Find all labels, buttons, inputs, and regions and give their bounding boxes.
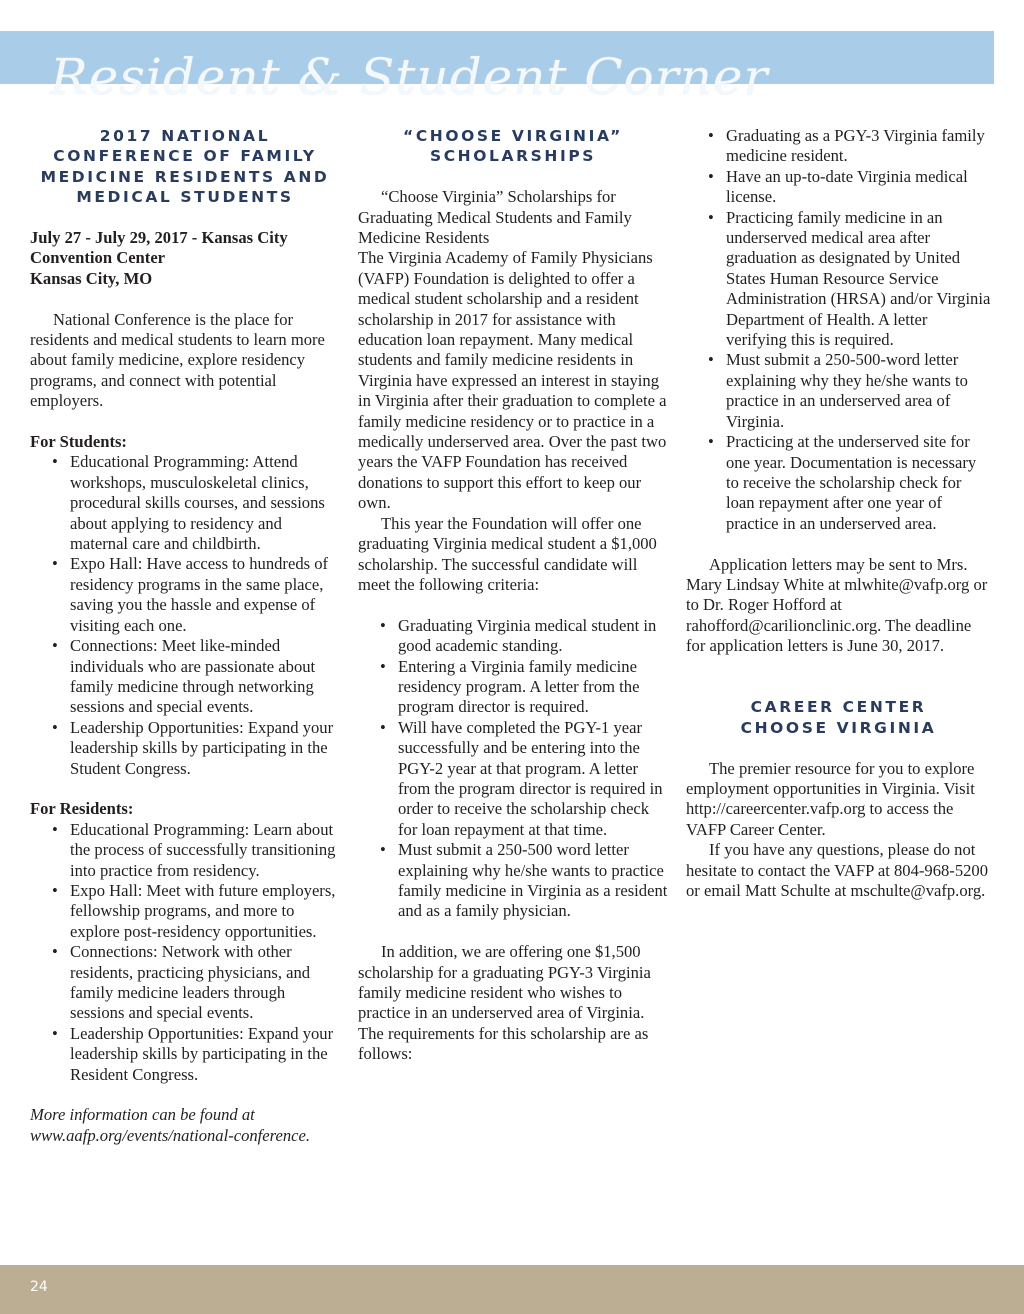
section-banner (0, 31, 994, 106)
bullet-icon: • (52, 554, 58, 574)
career-center-heading (686, 697, 991, 738)
list-item: • Graduating as a PGY-3 Virginia family medicine resident. (708, 126, 985, 166)
student-scholarship-intro: This year the Foundation will offer one graduating Virginia medical student a $1,000 scholarship. The successful candidate will meet the following criteria: (358, 513, 657, 594)
residents-label: For Residents: (30, 799, 134, 819)
more-info-link-text: More information can be found at www.aafp.org/events/national-conference. (30, 1105, 311, 1145)
choose-virginia-heading-line1: “CHOOSE VIRGINIA” (403, 127, 623, 145)
list-item: • Entering a Virginia family medicine residency program. A letter from the program director is required. (380, 656, 640, 717)
career-center-heading-line2: CHOOSE VIRGINIA (740, 718, 937, 737)
list-item: • Must submit a 250-500 word letter explaining why he/she wants to practice family medicine in Virginia as a resident and as a family physician. (380, 840, 668, 921)
application-instructions: Application letters may be sent to Mrs. Mary Lindsay White at mlwhite@vafp.org or to Dr. Roger Hofford at rahofford@carilionclinic.org. The deadline for application letters is June 30, 2017. (686, 554, 988, 656)
bullet-icon: • (52, 717, 58, 737)
bullet-icon: • (52, 819, 58, 839)
bullet-icon: • (52, 636, 58, 656)
list-item: • Educational Programming: Attend workshops, musculoskeletal clinics, procedural skills courses, and sessions about applying to residency and maternal care and childbirth. (52, 452, 325, 554)
event-date-line: July 27 - July 29, 2017 - Kansas City (30, 228, 288, 248)
resident-scholarship-intro: In addition, we are offering one $1,500 scholarship for a graduating PGY-3 Virginia family medicine resident who wishes to practice in an underserved area of Virginia. The requirements for this scholarship are as follows: (358, 942, 651, 1064)
resident-requirements-list (686, 126, 991, 534)
list-item: • Will have completed the PGY-1 year successfully and be entering into the PGY-2 year at that program. A letter from the program director is required in order to receive the scholarship check for loan repayment at that time. (380, 717, 663, 839)
students-list (30, 452, 340, 779)
bullet-icon: • (52, 942, 58, 962)
students-label: For Students: (30, 432, 127, 452)
bullet-icon: • (380, 840, 386, 860)
scholarship-subtitle: “Choose Virginia” Scholarships for Graduating Medical Students and Family Medicine Residents (358, 187, 632, 248)
career-center-heading-line1: CAREER CENTER (750, 698, 927, 717)
bullet-icon: • (708, 166, 714, 186)
banner-title: Resident & Student Corner (50, 48, 769, 106)
list-item: • Connections: Meet like-minded individuals who are passionate about family medicine through networking sessions and special events. (52, 636, 316, 717)
list-item: • Practicing family medicine in an underserved medical area after graduation as designated by United States Human Resource Service Administration (HRSA) and/or Virginia Department of Health. A letter verifying this is required. (708, 207, 991, 350)
scholarship-description: The Virginia Academy of Family Physicians (VAFP) Foundation is delighted to offer a medical student scholarship and a resident scholarship in 2017 for assistance with education loan repayment. Many medical students and family medicine residents in Virginia have expressed an interest in staying in Virginia after their graduation to complete a family medicine residency or to practice in a medically underserved area. Over the past two years the VAFP Foundation has received donations to support this effort to keep our own. (358, 248, 667, 513)
conference-intro: National Conference is the place for residents and medical students to learn more about family medicine, explore residency programs, and connect with potential employers. (30, 309, 325, 411)
column-choose-virginia (358, 126, 668, 1065)
residents-list (30, 820, 340, 1085)
event-city-line: Kansas City, MO (30, 268, 153, 288)
list-item: • Leadership Opportunities: Expand your leadership skills by participating in the Student Congress. (52, 717, 334, 778)
national-conference-heading: 2017 NATIONAL CONFERENCE OF FAMILY MEDICINE RESIDENTS AND MEDICAL STUDENTS (40, 127, 330, 207)
career-center-contact: If you have any questions, please do not hesitate to contact the VAFP at 804-968-5200 or email Matt Schulte at mschulte@vafp.org. (686, 840, 989, 900)
event-venue-line: Convention Center (30, 248, 166, 268)
bullet-icon: • (380, 717, 386, 737)
list-item: • Practicing at the underserved site for one year. Documentation is necessary to receive the scholarship check for loan repayment after one year of practice in an underserved area. (708, 432, 977, 533)
bullet-icon: • (708, 126, 714, 145)
list-item: • Expo Hall: Have access to hundreds of residency programs in the same place, saving you the hassle and expense of visiting each one. (52, 554, 329, 635)
bullet-icon: • (52, 1023, 58, 1043)
column-requirements-career (686, 126, 991, 901)
bullet-icon: • (52, 880, 58, 900)
list-item: • Connections: Network with other residents, practicing physicians, and family medicine leaders through sessions and special events. (52, 942, 311, 1023)
choose-virginia-heading (358, 126, 668, 167)
bullet-icon: • (708, 350, 714, 370)
career-center-description: The premier resource for you to explore employment opportunities in Virginia. Visit http://careercenter.vafp.org to access the VAFP Career Center. (686, 758, 975, 839)
bullet-icon: • (708, 207, 714, 227)
page-number: 24 (30, 1279, 48, 1295)
list-item: • Expo Hall: Meet with future employers, fellowship programs, and more to explore post-residency opportunities. (52, 880, 336, 941)
list-item: • Must submit a 250-500-word letter explaining why they he/she wants to practice in an underserved area of Virginia. (708, 350, 968, 431)
page-footer (0, 1265, 1024, 1314)
bullet-icon: • (380, 656, 386, 676)
list-item: • Educational Programming: Learn about the process of successfully transitioning into practice from residency. (52, 819, 336, 880)
list-item: • Leadership Opportunities: Expand your leadership skills by participating in the Resident Congress. (52, 1023, 334, 1084)
bullet-icon: • (380, 615, 386, 635)
bullet-icon: • (708, 432, 714, 452)
choose-virginia-heading-line2: SCHOLARSHIPS (429, 147, 597, 166)
list-item: • Have an up-to-date Virginia medical license. (708, 166, 968, 207)
bullet-icon: • (52, 452, 58, 472)
student-criteria-list (358, 616, 668, 922)
list-item: • Graduating Virginia medical student in good academic standing. (380, 615, 657, 656)
column-national-conference (30, 126, 340, 1146)
